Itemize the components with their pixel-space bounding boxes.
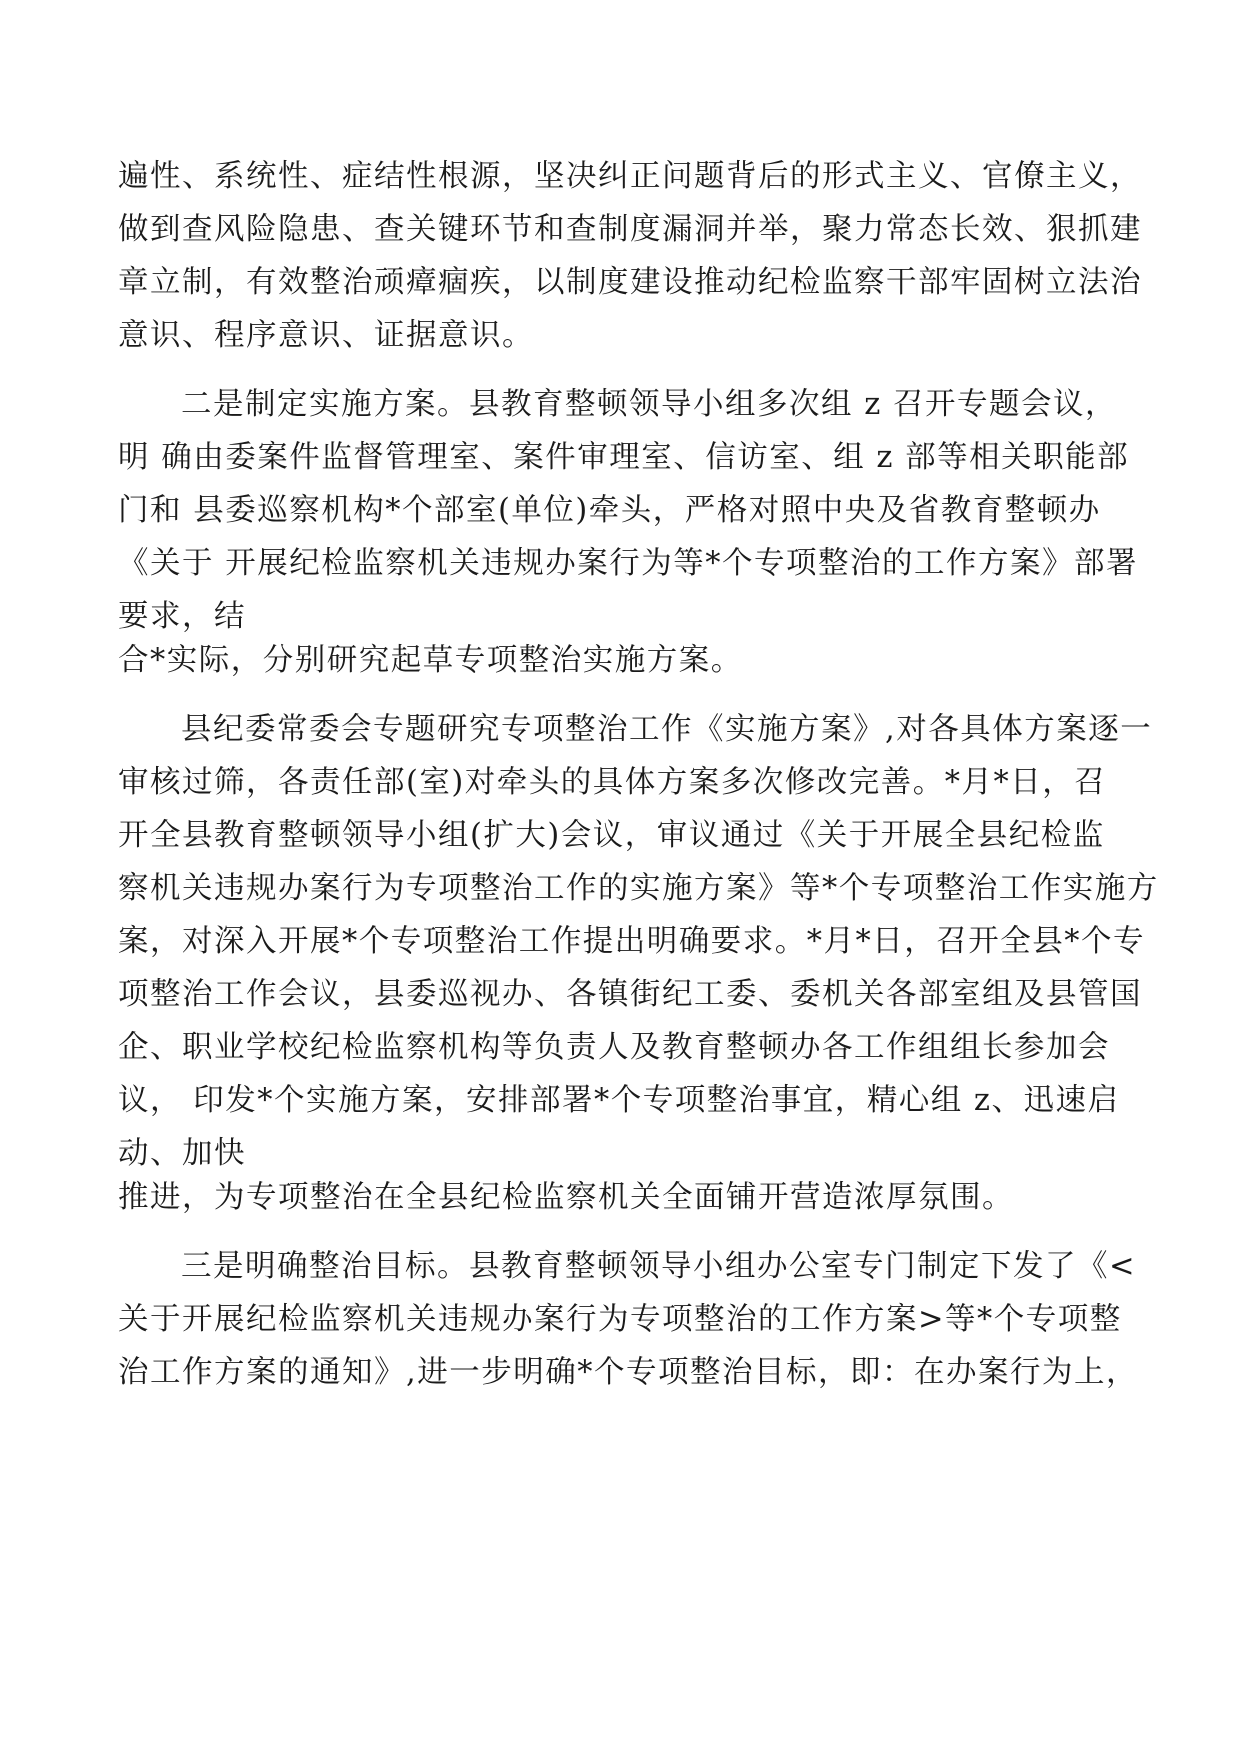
- text-line: 察机关违规办案行为专项整治工作的实施方案》等*个专项整治工作实施方: [118, 871, 1159, 906]
- text-line: 《关于 开展纪检监察机关违规办案行为等*个专项整治的工作方案》部署: [118, 546, 1138, 581]
- text-line: 章立制，有效整治顽瘴痼疾，以制度建设推动纪检监察干部牢固树立法治: [118, 265, 1142, 300]
- text-line: 明 确由委案件监督管理室、案件审理室、信访室、组 z 部等相关职能部: [118, 440, 1130, 475]
- text-line: 门和 县委巡察机构*个部室(单位)牵头，严格对照中央及省教育整顿办: [118, 493, 1101, 528]
- text-line: 做到查风险隐患、查关键环节和查制度漏洞并举，聚力常态长效、狠抓建: [118, 212, 1142, 247]
- text-line: 治工作方案的通知》,进一步明确*个专项整治目标，即：在办案行为上，: [118, 1355, 1138, 1390]
- text-line: 三是明确整治目标。县教育整顿领导小组办公室专门制定下发了《<: [181, 1249, 1137, 1284]
- text-line: 动、加快: [118, 1136, 246, 1171]
- text-line: 推进，为专项整治在全县纪检监察机关全面铺开营造浓厚氛围。: [118, 1180, 1014, 1215]
- text-line: 合*实际，分别研究起草专项整治实施方案。: [118, 643, 743, 678]
- text-line: 意识、程序意识、证据意识。: [118, 318, 534, 353]
- text-line: 要求，结: [118, 599, 246, 634]
- text-line: 项整治工作会议，县委巡视办、各镇街纪工委、委机关各部室组及县管国: [118, 977, 1142, 1012]
- text-line: 关于开展纪检监察机关违规办案行为专项整治的工作方案>等*个专项整: [118, 1302, 1122, 1337]
- text-line: 企、职业学校纪检监察机构等负责人及教育整顿办各工作组组长参加会: [118, 1030, 1110, 1065]
- text-line: 审核过筛，各责任部(室)对牵头的具体方案多次修改完善。*月*日，召: [118, 765, 1107, 800]
- text-line: 开全县教育整顿领导小组(扩大)会议，审议通过《关于开展全县纪检监: [118, 818, 1105, 853]
- text-line: 案，对深入开展*个专项整治工作提出明确要求。*月*日，召开全县*个专: [118, 924, 1145, 959]
- text-line: 县纪委常委会专题研究专项整治工作《实施方案》,对各具体方案逐一: [181, 712, 1153, 747]
- text-line: 遍性、系统性、症结性根源，坚决纠正问题背后的形式主义、官僚主义，: [118, 159, 1142, 194]
- text-line: 二是制定实施方案。县教育整顿领导小组多次组 z 召开专题会议，: [181, 387, 1117, 422]
- text-line: 议， 印发*个实施方案，安排部署*个专项整治事宜，精心组 z、迅速启: [118, 1083, 1120, 1118]
